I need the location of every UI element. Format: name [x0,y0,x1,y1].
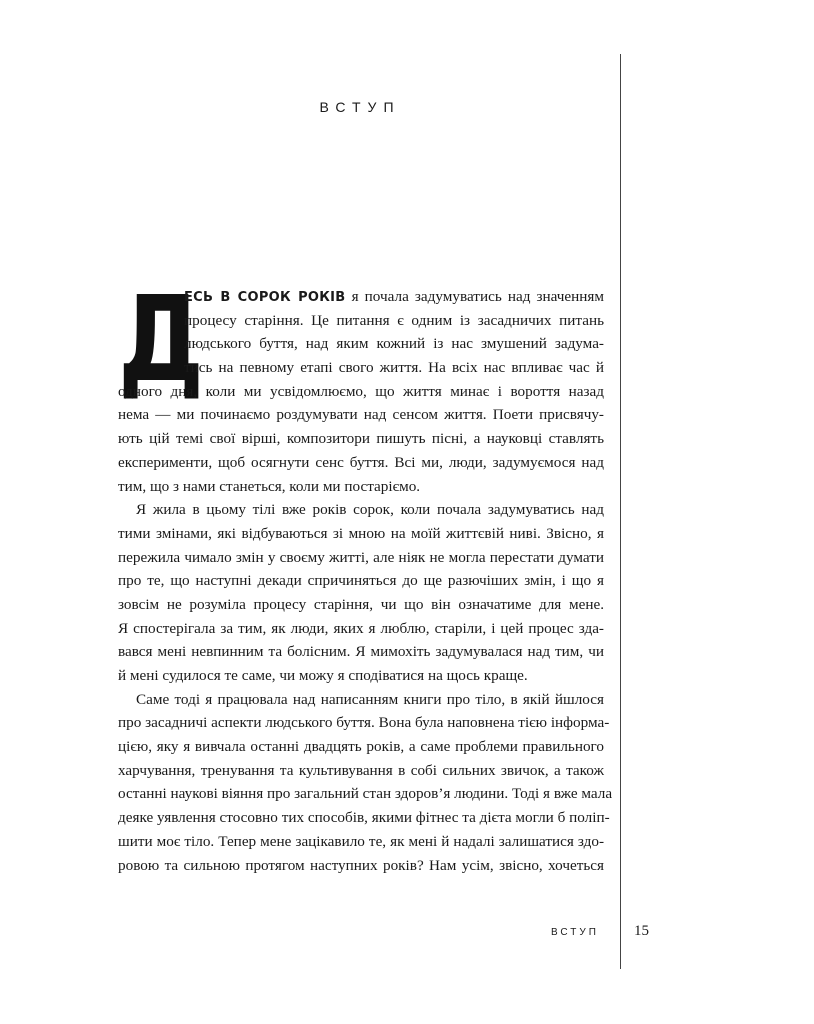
text-line: про засадничі аспекти людського буття. Вона була наповнена тією інформа- [118,714,610,732]
text-line: одного дня, коли ми усвідомлюємо, що життя минає і вороття назад [118,382,604,400]
drop-cap: Д [118,270,205,408]
text-line: харчування, тренування та культивування в собі сильних звичок, а також [118,761,604,779]
text-line: Я жила в цьому тілі вже років сорок, коли почала задумуватись над [136,501,604,519]
text-line: експерименти, щоб осягнути сенс буття. Всі ми, люди, задумуємося над [118,453,604,471]
body-text [118,270,613,877]
text-line: тими змінами, які відбуваються зі мною на моїй життєвій ниві. Звісно, я [118,524,604,542]
text-line: ють цій темі свої вірші, композитори пишуть пісні, а науковці ставлять [118,430,604,448]
text-line: Саме тоді я працювала над написанням книги про тіло, в якій йшлося [136,690,604,708]
page-number: 15 [634,923,649,939]
text-line: й мені судилося те саме, чи можу я сподіватися на щось краще. [118,667,528,684]
text-line: про те, що наступні декади спричиняться до ще разючіших змін, і що я [118,572,604,590]
text-line: ЕСЬ В СОРОК РОКІВ я почала задумуватись над значенням [184,288,604,305]
text-line: процесу старіння. Це питання є одним із засадничих питань [184,311,604,329]
text-line: зовсім не розуміла процесу старіння, чи що він означатиме для мене. [118,595,604,613]
text-line: цією, яку я вивчала останні двадцять років, а саме проблеми правильного [118,738,604,756]
chapter-title: ВСТУП [319,99,401,115]
running-head: ВСТУП [551,927,599,938]
text-line: пережила чимало змін у своєму житті, але ніяк не могла перестати думати [118,548,604,566]
text-line: останні наукові віяння про загальний стан здоров’я людини. Тоді я вже мала [118,785,613,803]
text-line: людського буття, над яким кожний із нас змушений задума- [184,335,604,353]
text-line: деяке уявлення стосовно тих способів, якими фітнес та дієта могли б поліп- [118,809,610,827]
text-line: вався мені невпинним та болісним. Я мимохіть задумувалася над тим, чи [118,643,604,661]
text-line: ровою та сильною протягом наступних років? Нам усім, звісно, хочеться [118,856,604,874]
text-line: тим, що з нами станеться, коли ми постаріємо. [118,477,421,495]
text-line: Я спостерігала за тим, як люди, яких я люблю, старіли, і цей процес зда- [118,619,604,637]
vertical-rule [620,54,621,969]
lead-in: ЕСЬ В СОРОК РОКІВ [184,290,346,305]
text-line: нема — ми починаємо роздумувати над сенсом життя. Поети присвячу- [118,406,604,424]
text-line: тись на певному етапі свого життя. На всіх нас впливає час й [184,359,604,377]
text-line: шити моє тіло. Тепер мене зацікавило те, як мені й надалі залишатися здо- [118,832,604,850]
